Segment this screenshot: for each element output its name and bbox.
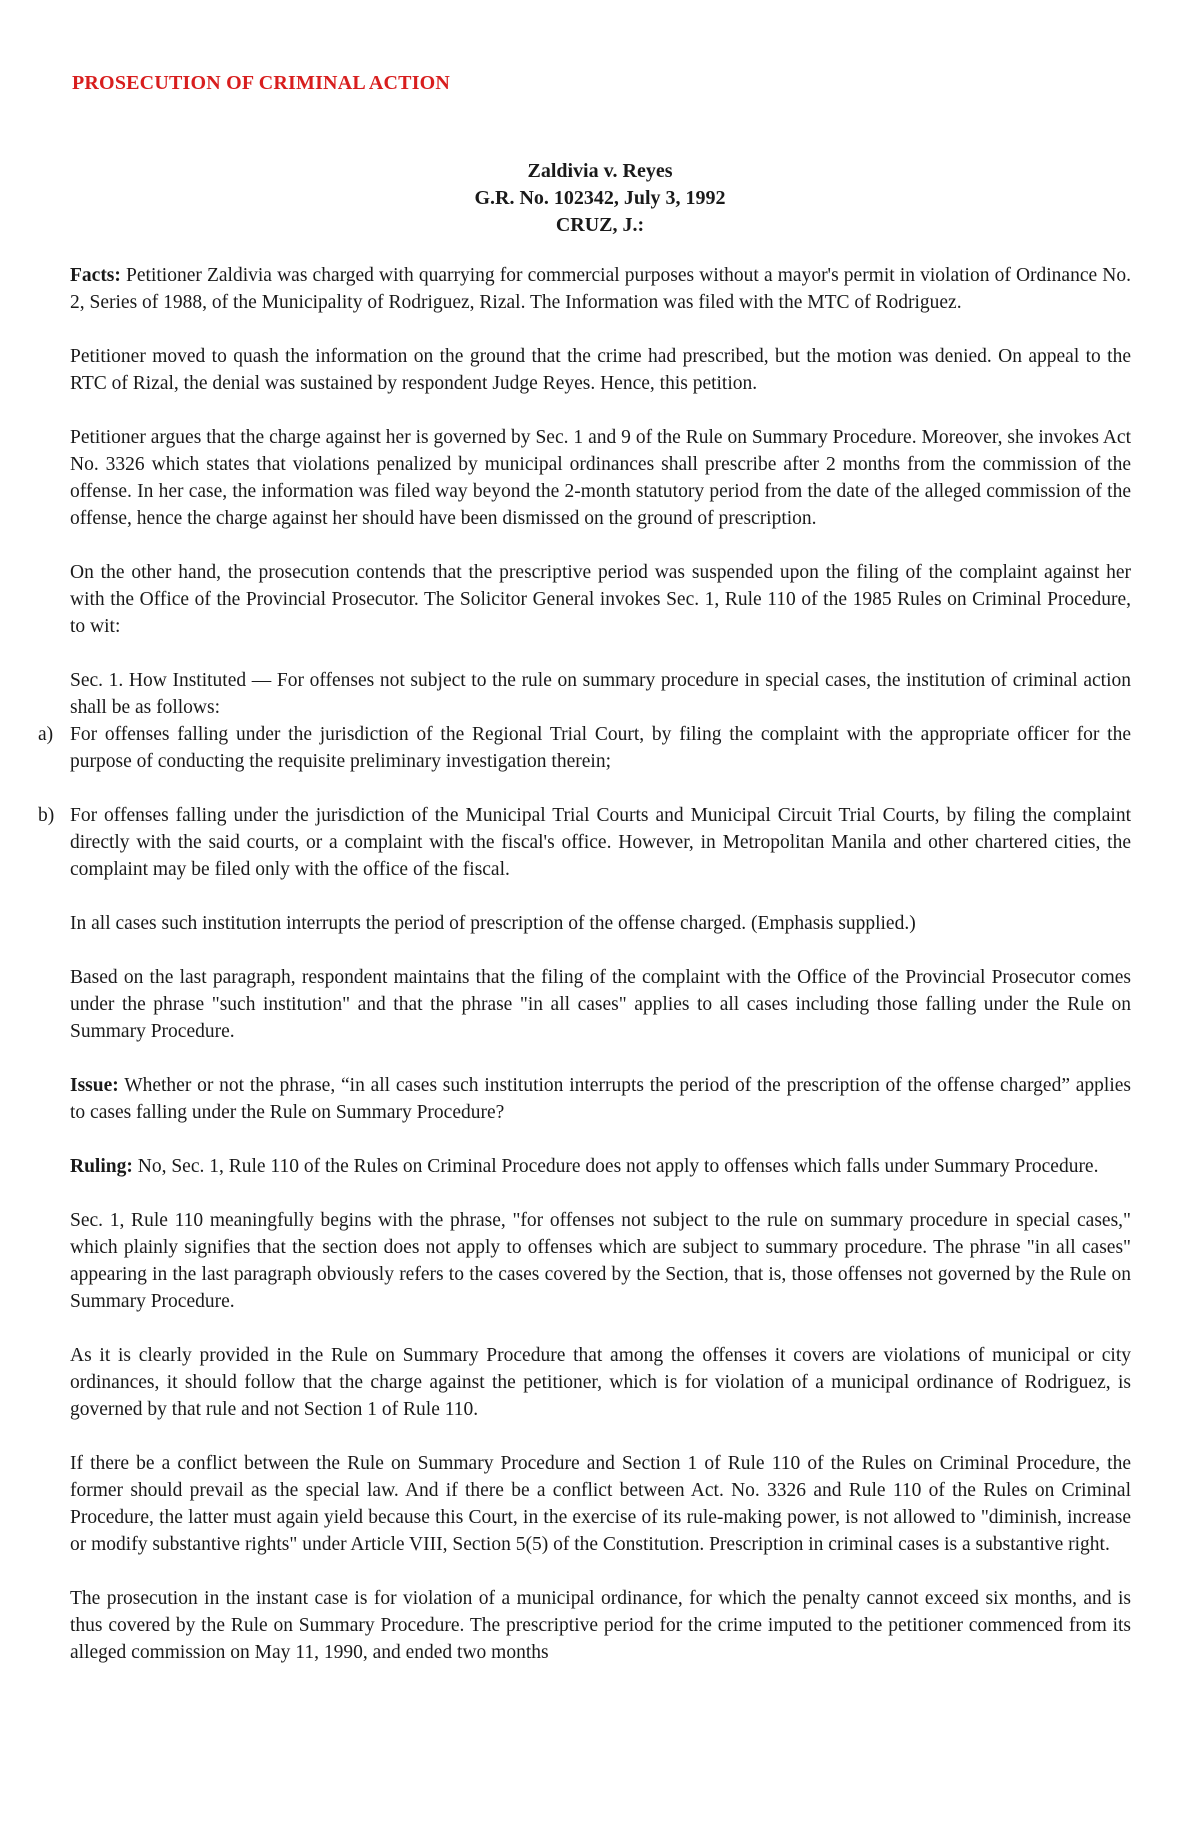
section-item-b — [38, 802, 1131, 883]
ruling-label: Ruling: — [70, 1156, 133, 1177]
body-paragraph: Sec. 1, Rule 110 meaningfully begins with the phrase, "for offenses not subject to the rule on summary procedure in special cases," which plainly signifies that the section does not apply to offenses which are subject to summary procedure. The phrase "in all cases" appearing in the last paragraph obviously refers to the cases covered by the Section, that is, those offenses not governed by the Rule on Summary Procedure. — [70, 1210, 1131, 1312]
ruling-paragraph — [70, 1153, 1131, 1180]
section-item-b-marker: b) — [38, 805, 55, 826]
issue-paragraph — [70, 1072, 1131, 1126]
ruling-text: No, Sec. 1, Rule 110 of the Rules on Criminal Procedure does not apply to offenses which falls under Summary Procedure. — [132, 1156, 1099, 1177]
case-citation: G.R. No. 102342, July 3, 1992 — [474, 187, 726, 209]
body-paragraph: If there be a conflict between the Rule on Summary Procedure and Section 1 of Rule 110 of the Rules on Criminal Procedure, the former should prevail as the special law. And if there be a conflict between Act. No. 3326 and Rule 110 of the Rules on Criminal Procedure, the latter must again yield because this Court, in the exercise of its rule-making power, is not allowed to "diminish, increase or modify substantive rights" under Article VIII, Section 5(5) of the Constitution. Prescription in criminal cases is a substantive right. — [70, 1453, 1131, 1555]
body-paragraph: Petitioner argues that the charge against her is governed by Sec. 1 and 9 of the Rule on Summary Procedure. Moreover, she invokes Act No. 3326 which states that violations penalized by municipal ordinances shall prescribe after 2 months from the commission of the offense. In her case, the information was filed way beyond the 2-month statutory period from the date of the alleged commission of the offense, hence the charge against her should have been dismissed on the ground of prescription. — [70, 427, 1131, 529]
case-ponente: CRUZ, J.: — [555, 214, 645, 236]
document-body — [38, 262, 1131, 1693]
section-closing: In all cases such institution interrupts the period of prescription of the offense charged. (Emphasis supplied.) — [70, 913, 916, 934]
facts-label: Facts: — [70, 265, 121, 286]
section-item-a — [38, 721, 1131, 775]
issue-text: Whether or not the phrase, “in all cases such institution interrupts the period of the prescription of the offense charged” applies to cases falling under the Rule on Summary Procedure? — [70, 1075, 1131, 1123]
case-header — [0, 158, 1200, 239]
body-paragraph: On the other hand, the prosecution contends that the prescriptive period was suspended upon the filing of the complaint against her with the Office of the Provincial Prosecutor. The Solicitor General invokes Sec. 1, Rule 110 of the 1985 Rules on Criminal Procedure, to wit: — [70, 562, 1131, 637]
section-item-b-text: For offenses falling under the jurisdiction of the Municipal Trial Courts and Municipal Circuit Trial Courts, by filing the complaint directly with the said courts, or a complaint with the fiscal's office. However, in Metropolitan Manila and other chartered cities, the complaint may be filed only with the office of the fiscal. — [70, 805, 1131, 880]
facts-paragraph — [70, 262, 1131, 316]
section-item-a-marker: a) — [38, 724, 54, 745]
body-paragraph: Petitioner moved to quash the information on the ground that the crime had prescribed, but the motion was denied. On appeal to the RTC of Rizal, the denial was sustained by respondent Judge Reyes. Hence, this petition. — [70, 346, 1131, 394]
document-heading: PROSECUTION OF CRIMINAL ACTION — [72, 72, 451, 94]
section-intro: Sec. 1. How Instituted — For offenses not subject to the rule on summary procedure in special cases, the institution of criminal action shall be as follows: — [70, 670, 1131, 718]
section-item-a-text: For offenses falling under the jurisdiction of the Regional Trial Court, by filing the complaint with the appropriate officer for the purpose of conducting the requisite preliminary investigation therein; — [70, 724, 1131, 772]
respondent-paragraph: Based on the last paragraph, respondent maintains that the filing of the complaint with the Office of the Provincial Prosecutor comes under the phrase "such institution" and that the phrase "in all cases" applies to all cases including those falling under the Rule on Summary Procedure. — [70, 967, 1131, 1042]
issue-label: Issue: — [70, 1075, 119, 1096]
body-paragraph: As it is clearly provided in the Rule on Summary Procedure that among the offenses it covers are violations of municipal or city ordinances, it should follow that the charge against the petitioner, which is for violation of a municipal ordinance of Rodriguez, is governed by that rule and not Section 1 of Rule 110. — [70, 1345, 1131, 1420]
case-title: Zaldivia v. Reyes — [527, 160, 673, 182]
facts-text: Petitioner Zaldivia was charged with quarrying for commercial purposes without a mayor's permit in violation of Ordinance No. 2, Series of 1988, of the Municipality of Rodriguez, Rizal. The Information was filed with the MTC of Rodriguez. — [70, 265, 1131, 313]
body-paragraph: The prosecution in the instant case is for violation of a municipal ordinance, for which the penalty cannot exceed six months, and is thus covered by the Rule on Summary Procedure. The prescriptive period for the crime imputed to the petitioner commenced from its alleged commission on May 11, 1990, and ended two months — [70, 1588, 1131, 1663]
